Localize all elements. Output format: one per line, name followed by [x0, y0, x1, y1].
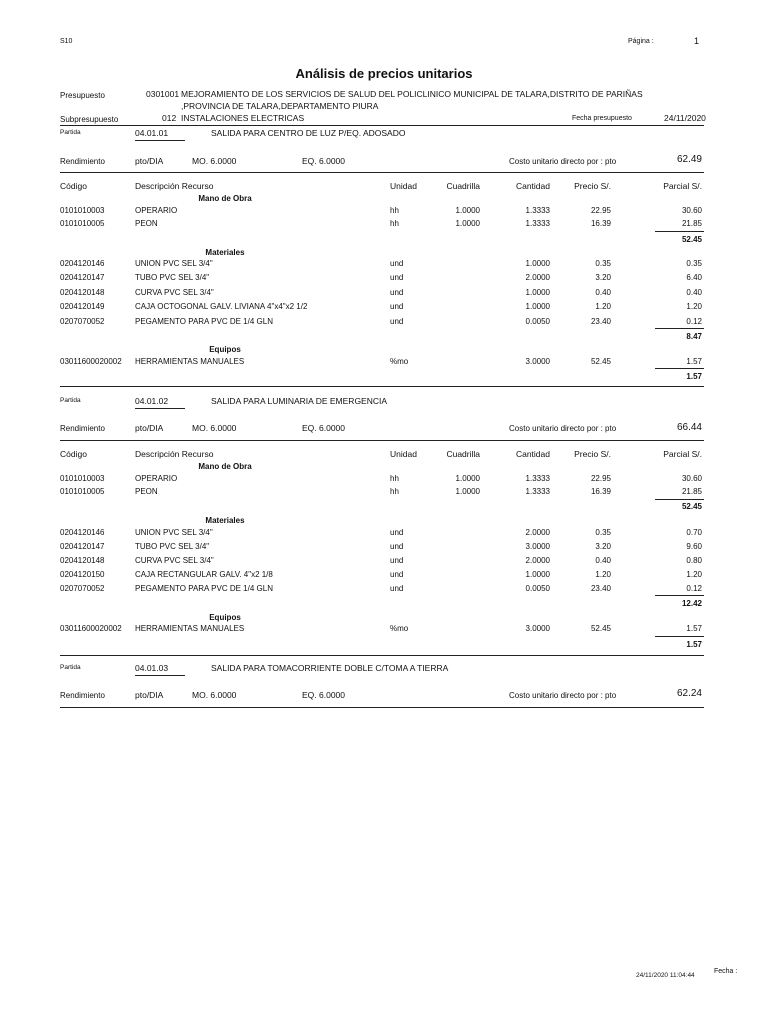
cell-cuadrilla: 1.0000	[455, 487, 480, 496]
cell-codigo: 03011600020002	[60, 624, 122, 633]
table-row	[0, 584, 768, 596]
cell-codigo: 0101010003	[60, 206, 105, 215]
col-parcial: Parcial S/.	[663, 449, 702, 459]
rendimiento-label: Rendimiento	[60, 157, 105, 166]
partida-code-underline	[135, 675, 185, 676]
cell-unidad: und	[390, 584, 404, 593]
cell-precio: 0.40	[595, 556, 611, 565]
cell-codigo: 0207070052	[60, 317, 105, 326]
cell-parcial: 21.85	[681, 219, 702, 228]
subtotal-line	[655, 328, 704, 329]
cell-parcial: 21.85	[681, 487, 702, 496]
col-precio: Precio S/.	[574, 449, 611, 459]
mo-value: MO. 6.0000	[192, 423, 237, 433]
partida-divider	[60, 386, 704, 387]
eq-value: EQ. 6.0000	[302, 690, 346, 700]
cell-codigo: 03011600020002	[60, 357, 122, 366]
col-unidad: Unidad	[390, 449, 417, 459]
col-parcial: Parcial S/.	[663, 181, 702, 191]
fecha-presupuesto-value: 24/11/2020	[664, 113, 706, 123]
col-descripcion: Descripción Recurso	[135, 449, 214, 459]
category-mano-de-obra: Mano de Obra	[198, 462, 252, 471]
subtotal-equipos: 1.57	[686, 372, 702, 381]
cell-cantidad: 1.3333	[525, 219, 550, 228]
cell-parcial: 1.57	[686, 357, 702, 366]
eq-value: EQ. 6.0000	[302, 156, 346, 166]
cell-descripcion: PEGAMENTO PARA PVC DE 1/4 GLN	[135, 317, 273, 326]
page-label: Página :	[628, 38, 654, 45]
cell-descripcion: OPERARIO	[135, 474, 178, 483]
table-row	[0, 556, 768, 568]
cell-codigo: 0204120147	[60, 273, 105, 282]
cell-precio: 3.20	[595, 273, 611, 282]
subpresupuesto-code: 012	[162, 113, 177, 123]
eq-value: EQ. 6.0000	[302, 423, 346, 433]
costo-unitario-label: Costo unitario directo por : pto	[509, 691, 617, 700]
cell-codigo: 0207070052	[60, 584, 105, 593]
table-row	[0, 317, 768, 329]
cell-unidad: hh	[390, 474, 399, 483]
table-row	[0, 302, 768, 314]
partida-code: 04.01.03	[135, 663, 169, 673]
rendimiento-unit: pto/DIA	[135, 423, 164, 433]
cell-codigo: 0204120148	[60, 556, 105, 565]
cell-parcial: 30.60	[681, 474, 702, 483]
category-materiales: Materiales	[205, 516, 245, 525]
column-headers	[0, 449, 768, 461]
category-mano-de-obra: Mano de Obra	[198, 194, 252, 203]
cell-descripcion: HERRAMIENTAS MANUALES	[135, 624, 245, 633]
cell-parcial: 0.12	[686, 317, 702, 326]
cell-descripcion: UNION PVC SEL 3/4"	[135, 259, 213, 268]
presupuesto-name-line2: ,PROVINCIA DE TALARA,DEPARTAMENTO PIURA	[181, 101, 379, 111]
costo-unitario-label: Costo unitario directo por : pto	[509, 424, 617, 433]
rendimiento-unit: pto/DIA	[135, 156, 164, 166]
table-row	[0, 288, 768, 300]
col-codigo: Código	[60, 181, 87, 191]
subtotal-line	[655, 499, 704, 500]
subtotal-line	[655, 595, 704, 596]
mo-value: MO. 6.0000	[192, 690, 237, 700]
presupuesto-label: Presupuesto	[60, 91, 105, 100]
rendimiento-label: Rendimiento	[60, 691, 105, 700]
cell-parcial: 30.60	[681, 206, 702, 215]
cell-cuadrilla: 1.0000	[455, 474, 480, 483]
cell-descripcion: OPERARIO	[135, 206, 178, 215]
partida-code: 04.01.02	[135, 396, 169, 406]
cell-descripcion: CAJA RECTANGULAR GALV. 4"x2 1/8	[135, 570, 273, 579]
cell-cantidad: 2.0000	[525, 528, 550, 537]
cell-precio: 0.35	[595, 259, 611, 268]
cell-cantidad: 0.0050	[525, 584, 550, 593]
cell-cantidad: 0.0050	[525, 317, 550, 326]
col-codigo: Código	[60, 449, 87, 459]
cell-parcial: 0.12	[686, 584, 702, 593]
table-row	[0, 528, 768, 540]
cell-descripcion: HERRAMIENTAS MANUALES	[135, 357, 245, 366]
rendimiento-unit: pto/DIA	[135, 690, 164, 700]
fecha-presupuesto-label: Fecha presupuesto	[572, 115, 632, 122]
cell-unidad: hh	[390, 219, 399, 228]
partida-label: Partida	[60, 664, 81, 671]
cell-cuadrilla: 1.0000	[455, 206, 480, 215]
partida-code-underline	[135, 408, 185, 409]
cell-codigo: 0101010003	[60, 474, 105, 483]
col-cuadrilla: Cuadrilla	[446, 181, 480, 191]
cell-descripcion: CAJA OCTOGONAL GALV. LIVIANA 4"x4"x2 1/2	[135, 302, 308, 311]
cell-parcial: 0.80	[686, 556, 702, 565]
table-row	[0, 474, 768, 486]
rendimiento-label: Rendimiento	[60, 424, 105, 433]
subtotal-mano-de-obra: 52.45	[681, 502, 702, 511]
costo-unitario-label: Costo unitario directo por : pto	[509, 157, 617, 166]
cell-unidad: und	[390, 317, 404, 326]
cell-cantidad: 1.0000	[525, 570, 550, 579]
cell-unidad: %mo	[390, 357, 409, 366]
cell-cuadrilla: 1.0000	[455, 219, 480, 228]
table-row	[0, 487, 768, 499]
cell-unidad: und	[390, 528, 404, 537]
partida-name: SALIDA PARA TOMACORRIENTE DOBLE C/TOMA A TIERRA	[211, 663, 449, 673]
table-row	[0, 570, 768, 582]
partida-name: SALIDA PARA LUMINARIA DE EMERGENCIA	[211, 396, 388, 406]
presupuesto-code: 0301001	[146, 89, 180, 99]
cell-descripcion: TUBO PVC SEL 3/4"	[135, 542, 210, 551]
mo-value: MO. 6.0000	[192, 156, 237, 166]
cell-precio: 0.35	[595, 528, 611, 537]
cell-precio: 52.45	[590, 624, 611, 633]
category-equipos: Equipos	[209, 613, 241, 622]
cell-precio: 22.95	[590, 206, 611, 215]
col-unidad: Unidad	[390, 181, 417, 191]
cell-precio: 0.40	[595, 288, 611, 297]
cell-codigo: 0101010005	[60, 219, 105, 228]
costo-unitario-value: 62.24	[676, 688, 702, 699]
presupuesto-name-line1: MEJORAMIENTO DE LOS SERVICIOS DE SALUD DEL POLICLINICO MUNICIPAL DE TALARA,DISTRITO DE PARIÑAS	[181, 89, 643, 99]
subtotal-materiales: 8.47	[686, 332, 702, 341]
subpresupuesto-name: INSTALACIONES ELECTRICAS	[181, 113, 305, 123]
cell-parcial: 1.57	[686, 624, 702, 633]
cell-cantidad: 3.0000	[525, 542, 550, 551]
cell-codigo: 0204120147	[60, 542, 105, 551]
system-label: S10	[60, 38, 73, 45]
footer-datetime: 24/11/2020 11:04:44	[636, 972, 695, 979]
cell-cantidad: 3.0000	[525, 624, 550, 633]
col-cuadrilla: Cuadrilla	[446, 449, 480, 459]
category-equipos: Equipos	[209, 345, 241, 354]
partida-divider	[60, 655, 704, 656]
cell-precio: 3.20	[595, 542, 611, 551]
cell-unidad: und	[390, 556, 404, 565]
cell-parcial: 0.35	[686, 259, 702, 268]
cell-codigo: 0204120149	[60, 302, 105, 311]
cell-codigo: 0204120150	[60, 570, 105, 579]
cell-unidad: und	[390, 288, 404, 297]
cell-descripcion: PEON	[135, 219, 158, 228]
cell-cantidad: 2.0000	[525, 273, 550, 282]
table-row	[0, 273, 768, 285]
partida-code: 04.01.01	[135, 128, 169, 138]
partida-name: SALIDA PARA CENTRO DE LUZ P/EQ. ADOSADO	[211, 128, 406, 138]
subtotal-materiales: 12.42	[681, 599, 702, 608]
cell-codigo: 0101010005	[60, 487, 105, 496]
column-headers	[0, 181, 768, 193]
partida-label: Partida	[60, 129, 81, 136]
cell-unidad: und	[390, 542, 404, 551]
header-divider	[60, 125, 704, 126]
costo-unitario-value: 66.44	[676, 422, 702, 433]
cell-descripcion: TUBO PVC SEL 3/4"	[135, 273, 210, 282]
cell-precio: 23.40	[590, 584, 611, 593]
cell-precio: 1.20	[595, 570, 611, 579]
table-row	[0, 542, 768, 554]
subtotal-line	[655, 368, 704, 369]
cell-unidad: und	[390, 302, 404, 311]
cell-cantidad: 1.0000	[525, 259, 550, 268]
category-materiales: Materiales	[205, 248, 245, 257]
cell-codigo: 0204120146	[60, 259, 105, 268]
cell-parcial: 1.20	[686, 570, 702, 579]
cell-precio: 52.45	[590, 357, 611, 366]
cell-descripcion: PEON	[135, 487, 158, 496]
cell-codigo: 0204120146	[60, 528, 105, 537]
subtotal-line	[655, 636, 704, 637]
cell-unidad: hh	[390, 206, 399, 215]
cell-parcial: 0.40	[686, 288, 702, 297]
cell-descripcion: CURVA PVC SEL 3/4"	[135, 288, 214, 297]
col-descripcion: Descripción Recurso	[135, 181, 214, 191]
costo-unitario-value: 62.49	[676, 154, 702, 165]
col-cantidad: Cantidad	[515, 449, 550, 459]
cell-cantidad: 1.3333	[525, 487, 550, 496]
cell-cantidad: 2.0000	[525, 556, 550, 565]
cell-descripcion: CURVA PVC SEL 3/4"	[135, 556, 214, 565]
cell-precio: 16.39	[590, 219, 611, 228]
cell-cantidad: 1.0000	[525, 302, 550, 311]
subtotal-mano-de-obra: 52.45	[681, 235, 702, 244]
cell-parcial: 1.20	[686, 302, 702, 311]
cell-precio: 1.20	[595, 302, 611, 311]
subpresupuesto-label: Subpresupuesto	[60, 115, 119, 124]
cell-precio: 22.95	[590, 474, 611, 483]
cell-cantidad: 1.0000	[525, 288, 550, 297]
section-divider	[60, 172, 704, 173]
subtotal-equipos: 1.57	[686, 640, 702, 649]
cell-cantidad: 1.3333	[525, 206, 550, 215]
partida-label: Partida	[60, 397, 81, 404]
partida-code-underline	[135, 140, 185, 141]
cell-unidad: und	[390, 273, 404, 282]
page-number: 1	[694, 36, 700, 46]
cell-parcial: 9.60	[686, 542, 702, 551]
section-divider	[60, 707, 704, 708]
table-row	[0, 219, 768, 231]
cell-codigo: 0204120148	[60, 288, 105, 297]
cell-unidad: %mo	[390, 624, 409, 633]
footer-fecha-label: Fecha :	[714, 968, 738, 975]
table-row	[0, 624, 768, 636]
cell-parcial: 6.40	[686, 273, 702, 282]
col-cantidad: Cantidad	[515, 181, 550, 191]
table-row	[0, 357, 768, 369]
cell-descripcion: UNION PVC SEL 3/4"	[135, 528, 213, 537]
page-title: Análisis de precios unitarios	[295, 66, 473, 81]
cell-precio: 16.39	[590, 487, 611, 496]
table-row	[0, 206, 768, 218]
col-precio: Precio S/.	[574, 181, 611, 191]
cell-parcial: 0.70	[686, 528, 702, 537]
cell-unidad: und	[390, 259, 404, 268]
cell-precio: 23.40	[590, 317, 611, 326]
section-divider	[60, 440, 704, 441]
cell-cantidad: 3.0000	[525, 357, 550, 366]
cell-cantidad: 1.3333	[525, 474, 550, 483]
cell-unidad: und	[390, 570, 404, 579]
cell-unidad: hh	[390, 487, 399, 496]
subtotal-line	[655, 231, 704, 232]
cell-descripcion: PEGAMENTO PARA PVC DE 1/4 GLN	[135, 584, 273, 593]
table-row	[0, 259, 768, 271]
